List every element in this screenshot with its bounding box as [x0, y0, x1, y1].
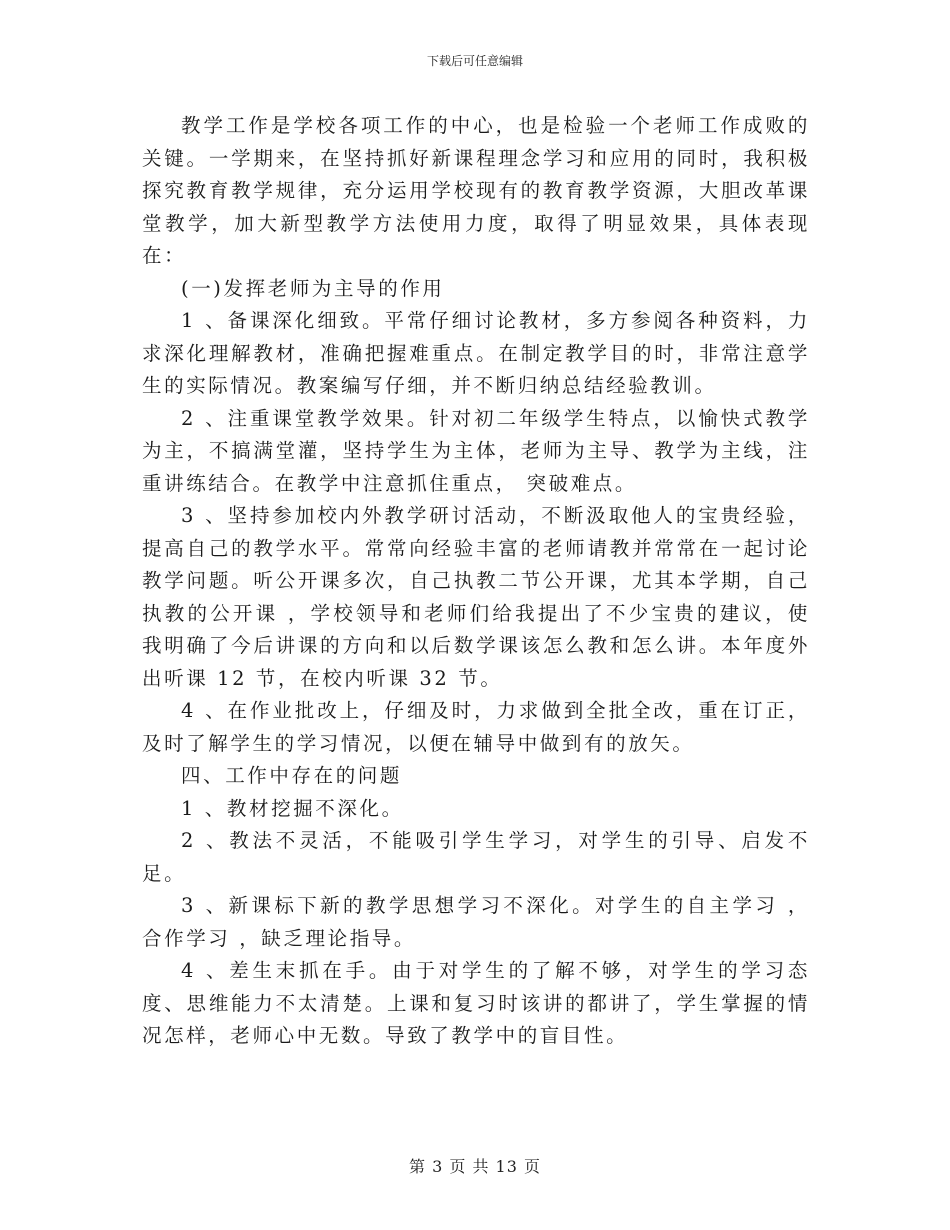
page-number-footer: 第 3 页 共 13 页: [409, 1157, 541, 1176]
problem-item-4: 4 、差生末抓在手。由于对学生的了解不够，对学生的学习态度、思维能力不太清楚。上课和复习时该讲的都讲了，学生掌握的情况怎样，老师心中无数。导致了教学中的盲目性。: [142, 959, 810, 1047]
problem-item-1: 1 、教材挖掘不深化。: [181, 796, 404, 820]
document-body: [142, 110, 810, 1053]
page-header-note: 下载后可任意编辑: [426, 54, 523, 68]
problem-item-2: 2 、教法不灵活，不能吸引学生学习，对学生的引导、启发不足。: [142, 829, 810, 885]
problem-item-3: 3 、新课标下新的教学思想学习不深化。对学生的自主学习 ，合作学习 ，缺乏理论指导。: [142, 894, 810, 950]
section-heading-teacher-role: (一)发挥老师为主导的作用: [181, 276, 445, 300]
paragraph-item-1: 1 、备课深化细致。平常仔细讨论教材，多方参阅各种资料，力求深化理解教材，准确把握难重点。在制定教学目的时，非常注意学生的实际情况。教案编写仔细，并不断归纳总结经验教训。: [142, 309, 810, 397]
paragraph-item-3: 3 、坚持参加校内外教学研讨活动，不断汲取他人的宝贵经验，提高自己的教学水平。常常向经验丰富的老师请教并常常在一起讨论教学问题。听公开课多次，自己执教二节公开课，尤其本学期，自己执教的公开课 ，学校领导和老师们给我提出了不少宝贵的建议，使我明确了今后讲课的方向和以后数学课该怎么教和怎么讲。本年度外出听课 12 节，在校内听课 32 节。: [142, 504, 810, 690]
paragraph-item-4: 4 、在作业批改上，仔细及时，力求做到全批全改，重在订正，及时了解学生的学习情况，以便在辅导中做到有的放矢。: [142, 699, 810, 755]
paragraph-item-2: 2 、注重课堂教学效果。针对初二年级学生特点，以愉快式教学为主，不搞满堂灌，坚持学生为主体，老师为主导、教学为主线，注重讲练结合。在教学中注意抓住重点， 突破难点。: [142, 406, 810, 495]
paragraph-intro: 教学工作是学校各项工作的中心，也是检验一个老师工作成败的关键。一学期来，在坚持抓好新课程理念学习和应用的同时，我积极探究教育教学规律，充分运用学校现有的教育教学资源，大胆改革课堂教学，加大新型教学方法使用力度，取得了明显效果，具体表现在：: [142, 114, 810, 267]
section-heading-problems: 四、工作中存在的问题: [181, 764, 403, 787]
